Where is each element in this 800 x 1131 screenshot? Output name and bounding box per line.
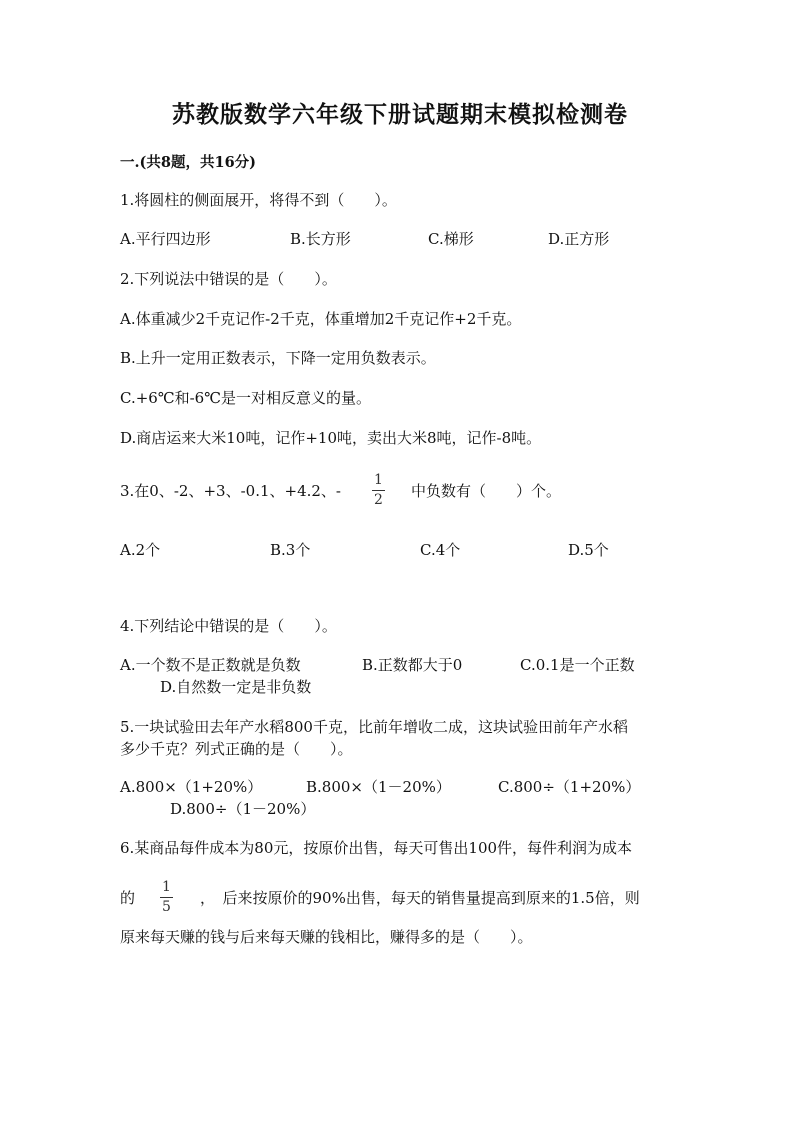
- question-3-option-d: D.5个: [568, 541, 609, 559]
- page-title: 苏教版数学六年级下册试题期末模拟检测卷: [172, 101, 628, 128]
- fraction-numerator: 1: [374, 472, 383, 488]
- fraction-bar: [160, 897, 173, 898]
- fraction-denominator: 2: [374, 492, 383, 508]
- question-5-stem-line-2: 多少千克？列式正确的是（ ）。: [120, 740, 353, 758]
- question-5-option-a: A.800×（1+20%）: [120, 778, 263, 796]
- fraction-one-half: [372, 473, 385, 508]
- question-6-line-2-start: 的: [120, 889, 136, 907]
- question-5-option-b: B.800×（1－20%）: [306, 778, 451, 796]
- fraction-numerator: 1: [162, 879, 171, 895]
- question-2-option-c: C.+6℃和-6℃是一对相反意义的量。: [120, 389, 371, 407]
- question-5-option-d: D.800÷（1－20%）: [170, 800, 316, 818]
- fraction-denominator: 5: [162, 899, 171, 915]
- question-2-option-b: B.上升一定用正数表示，下降一定用负数表示。: [120, 349, 436, 367]
- question-4-option-b: B.正数都大于0: [362, 656, 463, 674]
- question-1-option-d: D.正方形: [548, 230, 610, 248]
- question-6-line-2-end: ， 后来按原价的90%出售，每天的销售量提高到原来的1.5倍，则: [200, 889, 640, 907]
- question-4-option-a: A.一个数不是正数就是负数: [120, 656, 301, 674]
- question-3-option-c: C.4个: [420, 541, 461, 559]
- question-5-stem-line-1: 5.一块试验田去年产水稻800千克，比前年增收二成，这块试验田前年产水稻: [120, 718, 628, 736]
- question-3-stem-start: 3.在0、-2、+3、-0.1、+4.2、-: [120, 482, 341, 500]
- section-heading: 一.(共8题，共16分): [120, 154, 257, 171]
- question-3-option-b: B.3个: [270, 541, 311, 559]
- question-2-option-a: A.体重减少2千克记作-2千克，体重增加2千克记作+2千克。: [120, 310, 522, 328]
- question-4-stem: 4.下列结论中错误的是（ ）。: [120, 617, 337, 635]
- fraction-one-fifth: [160, 880, 173, 915]
- question-6-line-1: 6.某商品每件成本为80元，按原价出售，每天可售出100件，每件利润为成本: [120, 839, 633, 857]
- question-3-stem-end: 中负数有（ ）个。: [411, 482, 562, 500]
- question-5-option-c: C.800÷（1+20%）: [498, 778, 641, 796]
- question-2-stem: 2.下列说法中错误的是（ ）。: [120, 270, 337, 288]
- question-4-option-c: C.0.1是一个正数: [520, 656, 635, 674]
- question-2-option-d: D.商店运来大米10吨，记作+10吨，卖出大米8吨，记作-8吨。: [120, 429, 542, 447]
- question-6-line-3: 原来每天赚的钱与后来每天赚的钱相比，赚得多的是（ ）。: [120, 928, 533, 946]
- question-1-stem: 1.将圆柱的侧面展开，将得不到（ ）。: [120, 191, 397, 209]
- question-1-option-b: B.长方形: [290, 230, 351, 248]
- question-1-option-c: C.梯形: [428, 230, 474, 248]
- question-1-option-a: A.平行四边形: [120, 230, 211, 248]
- fraction-bar: [372, 490, 385, 491]
- question-3-option-a: A.2个: [120, 541, 161, 559]
- question-4-option-d: D.自然数一定是非负数: [160, 678, 312, 696]
